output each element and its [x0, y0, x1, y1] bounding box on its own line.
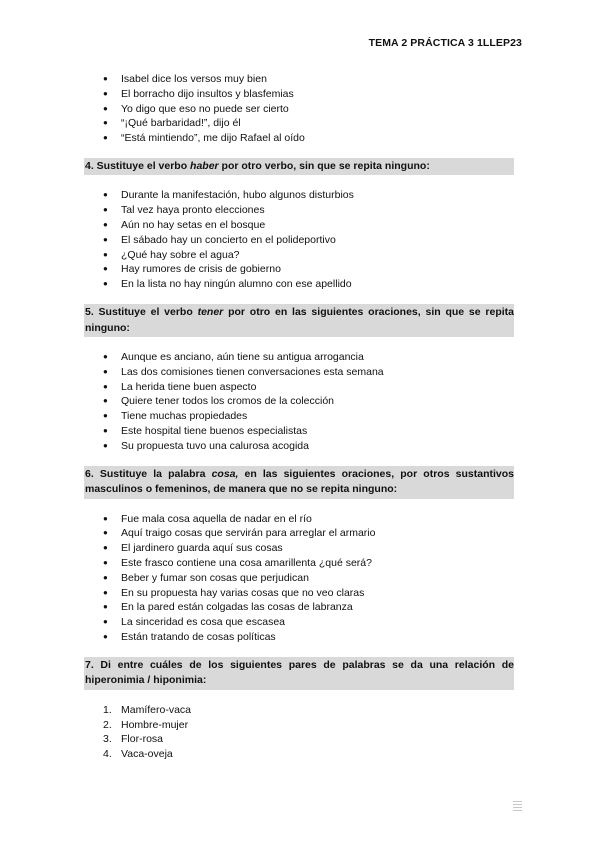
list-item: ● Beber y fumar son cosas que perjudican — [84, 571, 514, 586]
list-item: ● La sinceridad es cosa que escasea — [84, 615, 514, 630]
list-item: ● Tal vez haya pronto elecciones — [84, 203, 514, 218]
question-7-heading: 7. Di entre cuáles de los siguientes pares de palabras se da una relación de hiperonimia / hiponimia: — [84, 657, 514, 690]
list-item: ● Aquí traigo cosas que servirán para arreglar el armario — [84, 526, 514, 541]
list-item: ● El sábado hay un concierto en el polideportivo — [84, 233, 514, 248]
list-item: ● Fue mala cosa aquella de nadar en el río — [84, 512, 514, 527]
list-item: ● Las dos comisiones tienen conversaciones esta semana — [84, 365, 514, 380]
page-header: TEMA 2 PRÁCTICA 3 1LLEP23 — [368, 37, 522, 49]
list-item: ● Aún no hay setas en el bosque — [84, 218, 514, 233]
list-item: ● En la lista no hay ningún alumno con ese apellido — [84, 277, 514, 292]
list-item: ● Están tratando de cosas políticas — [84, 630, 514, 645]
list-item: ● Yo digo que eso no puede ser cierto — [84, 102, 514, 117]
list-item: ● En la pared están colgadas las cosas de labranza — [84, 600, 514, 615]
list-item: ● El jardinero guarda aquí sus cosas — [84, 541, 514, 556]
list-item: 1. Mamífero-vaca — [103, 703, 192, 716]
list-item: 2. Hombre-mujer — [103, 718, 189, 731]
list-item: ● Quiere tener todos los cromos de la colección — [84, 394, 514, 409]
question-5-heading: 5. Sustituye el verbo tener por otro en las siguientes oraciones, sin que se repita ninguno: — [84, 304, 514, 337]
list-item: ● La herida tiene buen aspecto — [84, 380, 514, 395]
list-item: ● Este hospital tiene buenos especialistas — [84, 424, 514, 439]
list-item: 3. Flor-rosa — [103, 733, 164, 746]
question-7-list — [84, 703, 514, 762]
list-item: ● Este frasco contiene una cosa amarillenta ¿qué será? — [84, 556, 514, 571]
page-lines-icon — [513, 801, 522, 812]
list-item: ● ¿Qué hay sobre el agua? — [84, 248, 514, 263]
list-item: ● Isabel dice los versos muy bien — [84, 72, 514, 87]
list-item: ● Aunque es anciano, aún tiene su antigua arrogancia — [84, 350, 514, 365]
list-item: ● En su propuesta hay varias cosas que no veo claras — [84, 586, 514, 601]
intro-list — [84, 72, 514, 146]
document-body — [84, 72, 514, 762]
question-6-heading: 6. Sustituye la palabra cosa, en las siguientes oraciones, por otros sustantivos masculinos o femeninos, de manera que no se repita ninguno: — [84, 466, 514, 499]
list-item: ● Su propuesta tuvo una calurosa acogida — [84, 439, 514, 454]
question-4-heading: 4. Sustituye el verbo haber por otro verbo, sin que se repita ninguno: — [84, 158, 514, 176]
list-item: ● Tiene muchas propiedades — [84, 409, 514, 424]
list-item: ● “Está mintiendo”, me dijo Rafael al oído — [84, 131, 514, 146]
question-6-list — [84, 512, 514, 645]
list-item: ● El borracho dijo insultos y blasfemias — [84, 87, 514, 102]
list-item: ● Durante la manifestación, hubo algunos disturbios — [84, 188, 514, 203]
question-4-list — [84, 188, 514, 292]
list-item: ● Hay rumores de crisis de gobierno — [84, 262, 514, 277]
list-item: 4. Vaca-oveja — [103, 748, 173, 761]
list-item: ● “¡Qué barbaridad!”, dijo él — [84, 116, 514, 131]
question-5-list — [84, 350, 514, 454]
